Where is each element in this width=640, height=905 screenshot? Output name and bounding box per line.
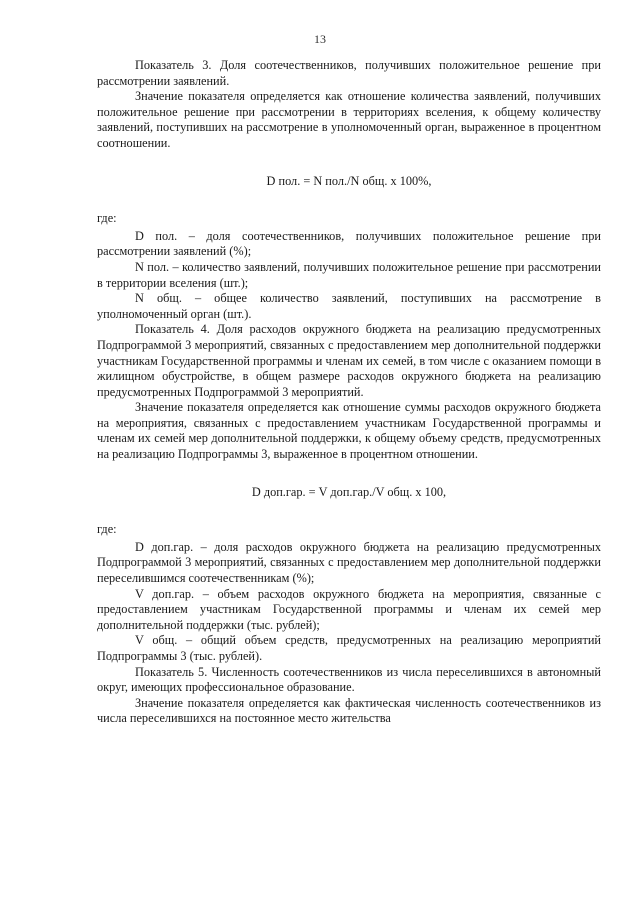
indicator3-term: N пол. – количество заявлений, получивших положительное решение при рассмотрении в территории вселения (шт.);	[97, 259, 601, 290]
indicator4-term: V общ. – общий объем средств, предусмотренных на реализацию мероприятий Подпрограммы 3 (тыс. рублей).	[97, 633, 601, 663]
indicator4-term: V доп.гар. – объем расходов окружного бюджета на мероприятия, связанные с предоставлением участникам Государственной программы и членам их семей мер дополнительной поддержки (тыс. рублей);	[97, 586, 601, 632]
indicator3-description: Значение показателя определяется как отношение количества заявлений, получивших положительное решение при рассмотрении в территориях вселения, к общему количеству заявлений, поступивших на рассмотрение в уполномоченный орган, выраженное в процентном соотношении.	[97, 89, 601, 150]
indicator3-title: Показатель 3. Доля соотечественников, получивших положительное решение при рассмотрении заявлений.	[97, 58, 601, 88]
indicator3-term: D пол. – доля соотечественников, получивших положительное решение при рассмотрении заявлений (%);	[97, 228, 601, 259]
indicator4-formula: D доп.гар. = V доп.гар./V общ. x 100,	[251, 484, 447, 499]
indicator4-where: где:	[97, 522, 117, 537]
page-number: 13	[314, 32, 326, 46]
indicator3-formula: D пол. = N пол./N общ. x 100%,	[266, 173, 432, 188]
indicator3-where: где:	[97, 211, 117, 226]
indicator5-description: Значение показателя определяется как фактическая численность соотечественников из числа переселившихся на постоянное место жительства	[97, 695, 601, 726]
indicator4-description: Значение показателя определяется как отношение суммы расходов окружного бюджета на мероприятия, связанных с предоставлением участникам Государственной программы и членам их семей мер дополнительной поддержки, к общему объему средств, предусмотренных на реализацию Подпрограммы 3, выраженное в процентном отношении.	[97, 400, 601, 462]
indicator4-title: Показатель 4. Доля расходов окружного бюджета на реализацию предусмотренных Подпрограммой 3 мероприятий, связанных с предоставлением мер дополнительной поддержки участникам Государственной программы и членам их семей, в том числе с оказанием помощи в жилищном обустройстве, в общем размере расходов окружного бюджета на реализацию предусмотренных Подпрограммой 3 мероприятий.	[97, 322, 601, 399]
document-body	[97, 58, 601, 727]
indicator5-title: Показатель 5. Численность соотечественников из числа переселившихся в автономный округ, имеющих профессиональное образование.	[97, 664, 601, 695]
indicator3-term: N общ. – общее количество заявлений, поступивших на рассмотрение в уполномоченный орган (шт.).	[97, 291, 601, 321]
indicator4-term: D доп.гар. – доля расходов окружного бюджета на реализацию предусмотренных Подпрограммой 3 мероприятий, связанных с предоставлением мер дополнительной поддержки переселившимся соотечественникам (%);	[97, 539, 601, 586]
